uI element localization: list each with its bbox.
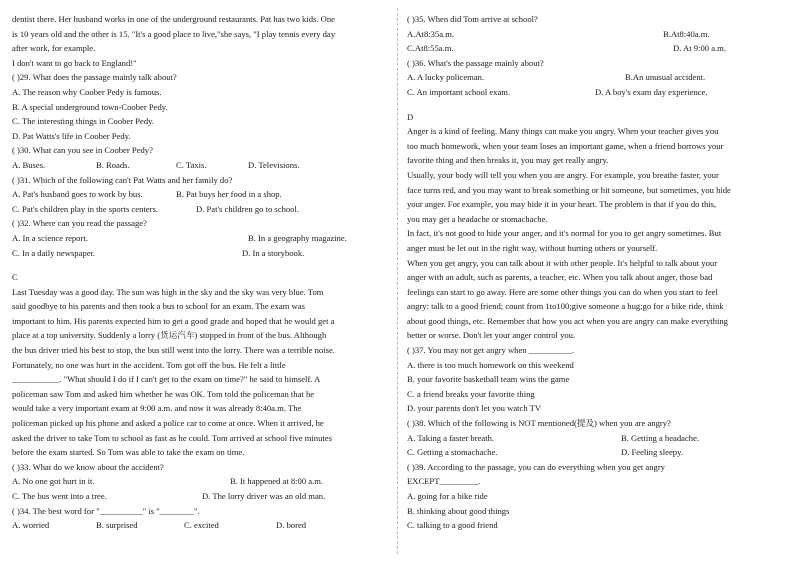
question-34: [12, 504, 388, 533]
option: B. Pat buys her food in a shop.: [176, 189, 282, 200]
text-line: would take a very important exam at 9:00 a.m. and now it was already 8:40a.m. The: [12, 403, 302, 414]
options-row: [12, 158, 388, 173]
options-row: [12, 202, 388, 217]
options-row: [12, 187, 388, 202]
option: A. there is too much homework on this weekend: [407, 359, 574, 370]
option: C. excited: [184, 520, 219, 531]
options-row: [407, 41, 783, 56]
column-divider: [397, 8, 398, 554]
text-line: too much homework, when your team loses an important game, when a friend borrows your: [407, 140, 724, 151]
question-37: [407, 343, 783, 416]
option: C.At8:55a.m.: [407, 43, 454, 54]
option: A. No one got hurt in it.: [12, 476, 95, 487]
options-row: [407, 445, 783, 460]
question-stem: ( )34. The best word for "__________" is "________".: [12, 505, 200, 516]
question-29: [12, 70, 388, 143]
text-line: feelings can start to go away. Here are some other things you can do when you start to feel: [407, 286, 718, 297]
option: B. your favorite basketball team wins the game: [407, 374, 570, 385]
option: C. talking to a good friend: [407, 520, 498, 531]
options-row: [12, 231, 388, 246]
option: B. A special underground town-Coober Pedy.: [12, 101, 168, 112]
left-column: [12, 12, 388, 533]
text-line: anger with an adult, such as parents, a teacher, etc. When you talk about anger, those bad: [407, 272, 713, 283]
text-line: dentist there. Her husband works in one of the underground restaurants. Pat has two kids. One: [12, 14, 335, 24]
text-line: When you get angry, you can talk about it with other people. It's helpful to talk about your: [407, 257, 718, 268]
text-line: anger must be let out in the right way, without hurting others or yourself.: [407, 242, 658, 253]
option: A. Buses.: [12, 159, 46, 170]
options-row: [407, 27, 783, 42]
option: A. In a science report.: [12, 232, 88, 243]
question-stem: ( )36. What's the passage mainly about?: [407, 57, 544, 68]
option: A. A lucky policeman.: [407, 72, 485, 83]
option: D. In a storybook.: [242, 247, 305, 258]
question-39: [407, 460, 783, 533]
option: D. The lorry driver was an old man.: [202, 491, 326, 501]
options-row: [12, 474, 388, 489]
text-line: the bus driver tried his best to stop, the bus still went into the lorry. There was a terrible noise.: [12, 345, 335, 356]
intro-paragraph: [12, 12, 388, 70]
text-line: face turns red, and you may want to break something or hit someone, but sometimes, you hide: [407, 184, 731, 195]
options-row: [407, 70, 783, 85]
text-line: after work, for example.: [12, 43, 96, 54]
text-line: place at a top university. Suddenly a lorry (货运汽车) stopped in front of the bus. Although: [12, 330, 327, 341]
option: A. worried: [12, 520, 50, 531]
option: D. Feeling sleepy.: [621, 447, 683, 458]
option: A. The reason why Coober Pedy is famous.: [12, 86, 162, 97]
section-heading: D: [407, 111, 414, 122]
text-line: before the exam started. So Tom was able to take the exam on time.: [12, 447, 245, 458]
text-line: Fortunately, no one was hurt in the accident. Tom got off the bus. He felt a little: [12, 359, 286, 370]
option: C. Getting a stomachache.: [407, 447, 498, 458]
option: A.At8:35a.m.: [407, 28, 455, 39]
question-35: [407, 12, 783, 56]
question-33: [12, 460, 388, 504]
option: D. Pat Watts's life in Coober Pedy.: [12, 130, 131, 141]
question-stem: ( )33. What do we know about the accident?: [12, 461, 164, 472]
text-line: policeman saw Tom and asked him whether he was OK. Tom told the policeman that he: [12, 388, 315, 399]
text-line: Anger is a kind of feeling. Many things can make you angry. When your teacher gives you: [407, 126, 719, 137]
option: C. The interesting things in Coober Pedy.: [12, 116, 155, 127]
option: B. thinking about good things: [407, 505, 510, 516]
text-line: angry: talk to a good friend; count from 1to100;give someone a hug;go for a bike ride, think: [407, 301, 724, 312]
option: B.At8:40a.m.: [663, 28, 710, 39]
options-row: [407, 85, 783, 100]
text-line: better or worse. Don't let your anger control you.: [407, 330, 576, 341]
option: A. going for a bike ride: [407, 491, 488, 501]
option: C. Pat's children play in the sports centers.: [12, 203, 158, 214]
text-line: asked the driver to take Tom to school as fast as he could. Tom arrived at school five minutes: [12, 432, 332, 443]
text-line: ___________. "What should I do if I can't get to the exam on time?" he said to himself. A: [12, 374, 321, 385]
option: B. Getting a headache.: [621, 432, 700, 443]
options-row: [12, 518, 388, 533]
option: B. Roads.: [96, 159, 130, 170]
option: B.An unusual accident.: [625, 72, 706, 83]
right-column: [407, 12, 783, 533]
text-line: your anger. For example, you may hide it in your heart. The problem is that if you do this,: [407, 199, 717, 210]
question-stem: EXCEPT_________.: [407, 476, 481, 487]
text-line: is 10 years old and the other is 15. "It's a good place to live,"she says, "I play tennis every day: [12, 28, 336, 39]
option: D. Televisions.: [248, 159, 300, 170]
question-stem: ( )31. Which of the following can't Pat Watts and her family do?: [12, 174, 233, 185]
section-heading: C: [12, 272, 18, 283]
text-line: Last Tuesday was a good day. The sun was high in the sky and the sky was very blue. Tom: [12, 286, 324, 297]
text-line: Usually, your body will tell you when you are angry. For example, you breathe faster, your: [407, 169, 719, 180]
option: C. a friend breaks your favorite thing: [407, 388, 535, 399]
option: B. It happened at 8:00 a.m.: [230, 476, 324, 487]
option: A. Taking a faster breath.: [407, 432, 495, 443]
section-d: [407, 110, 783, 344]
section-c: [12, 270, 388, 460]
option: D. your parents don't let you watch TV: [407, 403, 542, 414]
passage-d: [407, 124, 783, 343]
option: B. surprised: [96, 520, 138, 531]
option: D. At 9:00 a.m.: [673, 43, 726, 54]
question-stem: ( )38. Which of the following is NOT mentioned(提及) when you are angry?: [407, 418, 671, 429]
question-36: [407, 56, 783, 100]
text-line: policeman picked up his phone and asked a police car to come at once. When it arrived, he: [12, 418, 324, 429]
options-row: [12, 489, 388, 504]
passage-c: [12, 285, 388, 460]
options-row: [12, 246, 388, 261]
question-stem: ( )32. Where can you read the passage?: [12, 218, 147, 229]
option: C. Taxis.: [176, 159, 207, 170]
text-line: about good things, etc. Remember that how you act when you are angry can make everything: [407, 315, 728, 326]
option: C. An important school exam.: [407, 86, 511, 97]
question-stem: ( )37. You may not get angry when __________.: [407, 345, 574, 356]
option: C. The bus went into a tree.: [12, 491, 107, 501]
text-line: said goodbye to his parents and then took a bus to school for an exam. The exam was: [12, 301, 305, 312]
option: A. Pat's husband goes to work by bus.: [12, 189, 143, 200]
option: D. A boy's exam day experience.: [595, 86, 708, 97]
text-line: you may get a headache or stomachache.: [407, 213, 548, 224]
question-stem: ( )35. When did Tom arrive at school?: [407, 14, 538, 24]
option: D. Pat's children go to school.: [196, 203, 299, 214]
question-stem: ( )39. According to the passage, you can do everything when you get angry: [407, 461, 665, 472]
option: D. bored: [276, 520, 307, 531]
text-line: important to him. His parents expected him to get a good grade and hoped that he would get a: [12, 315, 335, 326]
options-row: [407, 431, 783, 446]
question-stem: ( )29. What does the passage mainly talk about?: [12, 72, 177, 83]
text-line: I don't want to go back to England!": [12, 57, 137, 68]
option: B. In a geography magazine.: [248, 232, 347, 243]
question-30: [12, 143, 388, 172]
question-32: [12, 216, 388, 260]
text-line: In fact, it's not good to hide your anger, and it's normal for you to get angry sometimes. But: [407, 228, 722, 239]
question-38: [407, 416, 783, 460]
text-line: favorite thing and then breaks it, you may get really angry.: [407, 155, 609, 166]
question-stem: ( )30. What can you see in Coober Pedy?: [12, 145, 153, 156]
option: C. In a daily newspaper.: [12, 247, 96, 258]
question-31: [12, 173, 388, 217]
